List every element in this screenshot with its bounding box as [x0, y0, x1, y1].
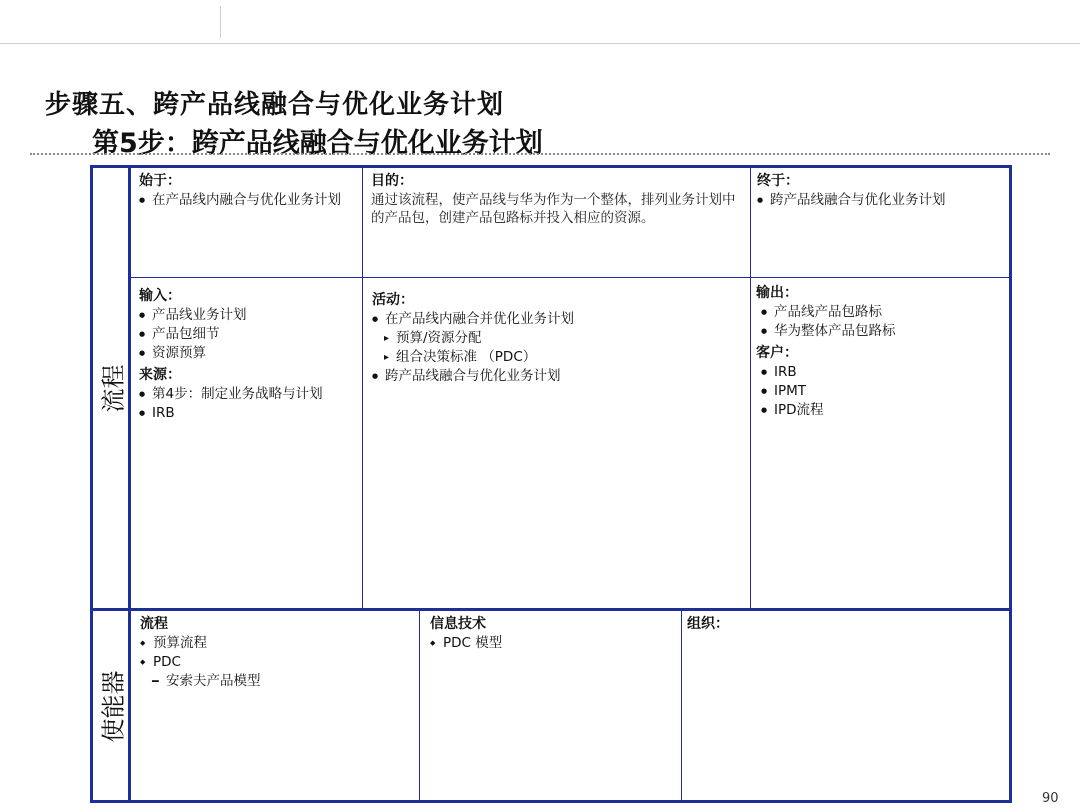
activity-subitem: ▸ 预算/资源分配: [372, 329, 742, 348]
activity-subitem: ▸ 组合决策标准 （PDC）: [372, 348, 742, 367]
page-number: 90: [1042, 791, 1059, 806]
process-side-label-text: 流程: [99, 364, 127, 412]
end-label: 终于：: [757, 173, 799, 189]
header-mark: [220, 6, 221, 38]
cell-start: [139, 172, 361, 210]
customer-item: ● IPMT: [761, 382, 1006, 401]
end-item: ● 跨产品线融合与优化业务计划: [757, 191, 1007, 210]
cell-activity: [372, 291, 742, 386]
process-table: [90, 165, 1012, 803]
source-item: ● IRB: [139, 404, 361, 423]
cell-enabler-org: [687, 615, 997, 634]
output-item: ● 产品线产品包路标: [761, 303, 1006, 322]
enabler-side-label-text: 使能器: [99, 670, 127, 742]
enabler-it-label: 信息技术: [430, 616, 486, 632]
cell-enabler-it: [430, 615, 670, 653]
cell-enabler-process: [140, 615, 410, 691]
source-item: ● 第4步：制定业务战略与计划: [139, 385, 361, 404]
enabler-divider: [92, 608, 1010, 611]
output-item: ● 华为整体产品包路标: [761, 322, 1006, 341]
customer-item: ● IPD流程: [761, 401, 1006, 420]
activity-item: ● 跨产品线融合与优化业务计划: [372, 367, 742, 386]
activity-label: 活动：: [372, 292, 414, 308]
page-subtitle: 第5步：跨产品线融合与优化业务计划: [92, 128, 543, 159]
customer-item: ● IRB: [761, 363, 1006, 382]
title-dotted-divider: [30, 153, 1050, 155]
enabler-col-divider-2: [681, 610, 682, 802]
header-divider: [0, 43, 1080, 44]
enabler-process-subitem: ━ 安索夫产品模型: [140, 672, 410, 691]
page-title: 步骤五、跨产品线融合与优化业务计划: [45, 90, 505, 120]
cell-input: [139, 287, 361, 423]
input-item: ● 资源预算: [139, 344, 361, 363]
source-label: 来源：: [139, 367, 181, 383]
enabler-side-label: [93, 611, 128, 801]
output-label: 输出：: [756, 285, 798, 301]
cell-output: [756, 284, 1006, 420]
enabler-process-label: 流程: [140, 616, 168, 632]
cell-end: [757, 172, 1007, 210]
enabler-col-divider-1: [419, 610, 420, 802]
enabler-org-label: 组织：: [687, 616, 729, 632]
row-divider-top: [130, 277, 1010, 278]
start-item: ● 在产品线内融合与优化业务计划: [139, 191, 361, 210]
enabler-it-item: ◆ PDC 模型: [430, 634, 670, 653]
col-divider-1: [362, 168, 363, 609]
customer-label: 客户：: [756, 345, 798, 361]
process-side-label: [93, 168, 128, 608]
start-label: 始于：: [139, 173, 181, 189]
cell-purpose: [371, 172, 741, 227]
purpose-text: 通过该流程，使产品线与华为作为一个整体，排列业务计划中的产品包，创建产品包路标并投入相应的资源。: [371, 192, 736, 226]
col-divider-2: [750, 168, 751, 609]
enabler-process-item: ◆ PDC: [140, 653, 410, 672]
activity-item: ● 在产品线内融合并优化业务计划: [372, 310, 742, 329]
enabler-process-item: ◆ 预算流程: [140, 634, 410, 653]
input-item: ● 产品包细节: [139, 325, 361, 344]
input-label: 输入：: [139, 288, 181, 304]
purpose-label: 目的：: [371, 173, 413, 189]
input-item: ● 产品线业务计划: [139, 306, 361, 325]
